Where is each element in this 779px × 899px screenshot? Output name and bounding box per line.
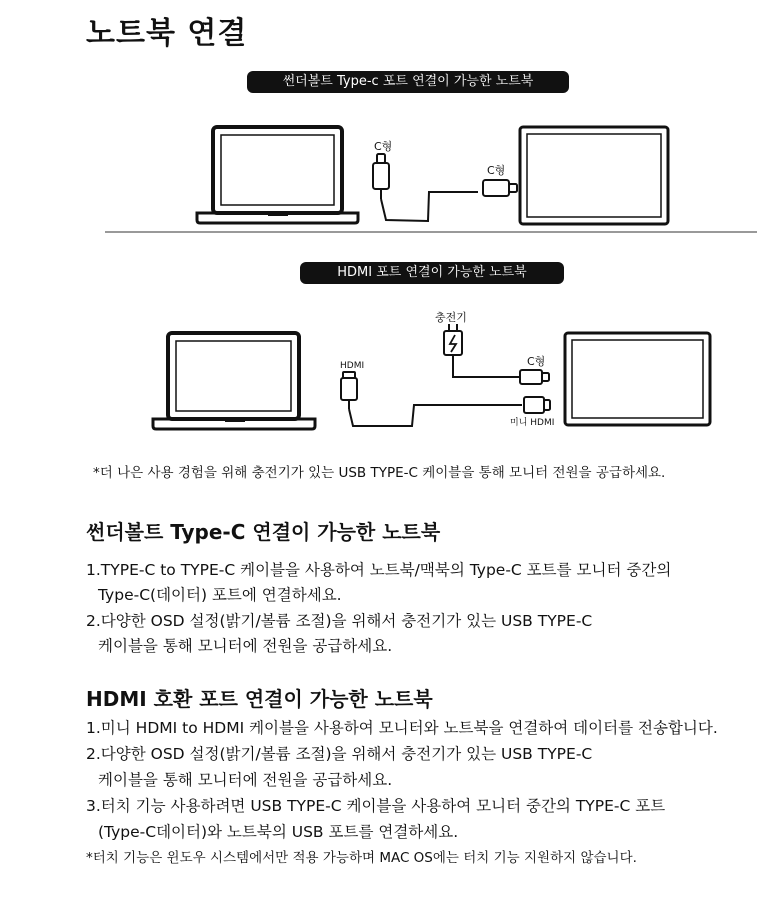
- type-c-cable: [373, 139, 517, 221]
- hdmi-line-3: 케이블을 통해 모니터에 전원을 공급하세요.: [98, 771, 393, 789]
- hdmi-heading: HDMI 호환 포트 연결이 가능한 노트북: [86, 687, 433, 711]
- monitor-icon: [565, 333, 710, 425]
- c-label: C형: [527, 355, 546, 368]
- c-label-top: C형: [374, 140, 393, 153]
- thunderbolt-line-4: 케이블을 통해 모니터에 전원을 공급하세요.: [98, 637, 393, 655]
- hdmi-line-5: (Type-C데이터)와 노트북의 USB 포트를 연결하세요.: [98, 823, 459, 841]
- section-pill-hdmi: HDMI 포트 연결이 가능한 노트북: [300, 262, 564, 284]
- charger-note: *더 나은 사용 경험을 위해 충전기가 있는 USB TYPE-C 케이블을 통해 모니터 전원을 공급하세요.: [93, 465, 666, 481]
- charger-label: 충전기: [435, 311, 467, 324]
- laptop-icon: [197, 127, 358, 223]
- hdmi-cable: [340, 361, 554, 428]
- c-label-right: C형: [487, 164, 506, 177]
- hdmi-line-2: 2.다양한 OSD 설정(밝기/볼륨 조절)을 위해서 충전기가 있는 USB TYPE-C: [86, 745, 593, 763]
- section-pill-thunderbolt: 썬더볼트 Type-c 포트 연결이 가능한 노트북: [247, 71, 569, 93]
- hdmi-line-1: 1.미니 HDMI to HDMI 케이블을 사용하여 모니터와 노트북을 연결하여 데이터를 전송합니다.: [86, 719, 718, 737]
- thunderbolt-line-1: 1.TYPE-C to TYPE-C 케이블을 사용하여 노트북/맥북의 Type-C 포트를 모니터 중간의: [86, 561, 672, 579]
- hdmi-label: HDMI: [340, 361, 365, 371]
- charger-icon: [435, 310, 549, 384]
- laptop-icon: [153, 333, 315, 429]
- thunderbolt-line-3: 2.다양한 OSD 설정(밝기/볼륨 조절)을 위해서 충전기가 있는 USB TYPE-C: [86, 612, 593, 630]
- monitor-icon: [520, 127, 668, 224]
- thunderbolt-heading: 썬더볼트 Type-C 연결이 가능한 노트북: [86, 520, 441, 544]
- hdmi-line-6: *터치 기능은 윈도우 시스템에서만 적용 가능하며 MAC OS에는 터치 기능 지원하지 않습니다.: [86, 850, 637, 866]
- mini-hdmi-label: 미니 HDMI: [510, 418, 555, 428]
- hdmi-line-4: 3.터치 기능 사용하려면 USB TYPE-C 케이블을 사용하여 모니터 중간의 TYPE-C 포트: [86, 797, 666, 815]
- page-title: 노트북 연결: [86, 16, 248, 51]
- thunderbolt-line-2: Type-C(데이터) 포트에 연결하세요.: [98, 586, 342, 604]
